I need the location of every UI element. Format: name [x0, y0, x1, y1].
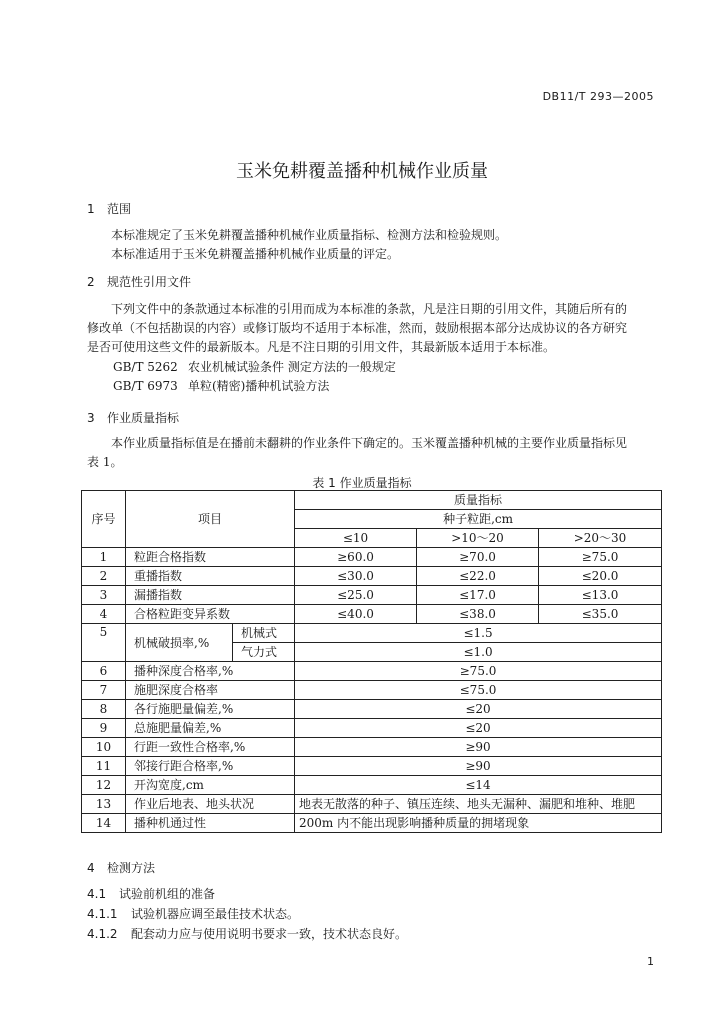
text-line: 本标准适用于玉米免耕覆盖播种机械作业质量的评定。 — [111, 247, 400, 261]
section-2-body — [87, 300, 659, 357]
header-spacing: 种子粒距,cm — [295, 510, 662, 529]
row-no: 1 — [82, 548, 126, 567]
row-item: 播种深度合格率,% — [126, 662, 295, 681]
table-row — [82, 681, 662, 700]
quality-table — [81, 490, 662, 833]
reference-title: 农业机械试验条件 测定方法的一般规定 — [188, 360, 396, 374]
subsection-item — [87, 925, 407, 942]
subsection-item — [87, 905, 299, 922]
row-value: ≤25.0 — [295, 586, 417, 605]
row-item: 施肥深度合格率 — [126, 681, 295, 700]
header-range: ≤10 — [295, 529, 417, 548]
row-item: 合格粒距变异系数 — [126, 605, 295, 624]
row-item: 开沟宽度,cm — [126, 776, 295, 795]
row-item: 邻接行距合格率,% — [126, 757, 295, 776]
section-title: 范围 — [107, 202, 132, 216]
row-value: ≥75.0 — [539, 548, 662, 567]
row-no: 13 — [82, 795, 126, 814]
table-row — [82, 795, 662, 814]
row-value: ≥75.0 — [295, 662, 662, 681]
section-number: 1 — [87, 202, 95, 216]
header-item: 项目 — [126, 491, 295, 548]
section-3-body — [87, 434, 659, 472]
row-no: 6 — [82, 662, 126, 681]
subsection-text: 试验前机组的准备 — [119, 887, 216, 901]
row-no: 8 — [82, 700, 126, 719]
section-4-heading — [87, 859, 155, 876]
reference-item — [113, 358, 396, 375]
subsection-heading — [87, 885, 215, 902]
row-value: ≤1.5 — [295, 624, 662, 643]
text-line: 是否可使用这些文件的最新版本。凡是不注日期的引用文件，其最新版本适用于本标准。 — [87, 340, 556, 354]
section-number: 4 — [87, 861, 95, 875]
section-number: 3 — [87, 411, 95, 425]
row-value: ≤40.0 — [295, 605, 417, 624]
row-item: 漏播指数 — [126, 586, 295, 605]
row-value: ≤13.0 — [539, 586, 662, 605]
table-row — [82, 814, 662, 833]
row-value: ≤75.0 — [295, 681, 662, 700]
row-value: ≤20 — [295, 719, 662, 738]
header-seq: 序号 — [82, 491, 126, 548]
row-item: 粒距合格指数 — [126, 548, 295, 567]
table-row — [82, 700, 662, 719]
reference-code: GB/T 6973 — [113, 379, 178, 393]
text-line: 下列文件中的条款通过本标准的引用而成为本标准的条款，凡是注日期的引用文件，其随后所有的 — [111, 302, 628, 316]
document-title: 玉米免耕覆盖播种机械作业质量 — [236, 161, 488, 182]
row-value: ≤20 — [295, 700, 662, 719]
row-no: 7 — [82, 681, 126, 700]
subsection-number: 4.1.1 — [87, 907, 118, 921]
table-row — [82, 624, 662, 643]
row-value: ≤17.0 — [417, 586, 539, 605]
row-no: 9 — [82, 719, 126, 738]
row-value: ≥60.0 — [295, 548, 417, 567]
row-no: 4 — [82, 605, 126, 624]
text-line: 表 1。 — [87, 455, 123, 469]
subsection-number: 4.1 — [87, 887, 107, 901]
row-item: 播种机通过性 — [126, 814, 295, 833]
reference-title: 单粒(精密)播种机试验方法 — [188, 379, 330, 393]
row-value: ≥90 — [295, 738, 662, 757]
row-value: ≤30.0 — [295, 567, 417, 586]
row-value: ≤35.0 — [539, 605, 662, 624]
section-number: 2 — [87, 275, 95, 289]
subsection-text: 试验机器应调至最佳技术状态。 — [131, 907, 300, 921]
row-subitem: 机械式 — [233, 624, 295, 643]
subsection-number: 4.1.2 — [87, 927, 118, 941]
row-value: ≤14 — [295, 776, 662, 795]
text-line: 本标准规定了玉米免耕覆盖播种机械作业质量指标、检测方法和检验规则。 — [111, 228, 508, 242]
table-row — [82, 548, 662, 567]
table-caption: 表 1 作业质量指标 — [312, 476, 412, 490]
table-row — [82, 586, 662, 605]
row-item: 重播指数 — [126, 567, 295, 586]
table-row — [82, 567, 662, 586]
text-line: 修改单（不包括勘误的内容）或修订版均不适用于本标准，然而，鼓励根据本部分达成协议的各方研究 — [87, 321, 628, 335]
row-value: ≤20.0 — [539, 567, 662, 586]
section-1-body — [87, 226, 659, 264]
reference-item — [113, 377, 329, 394]
section-1-heading — [87, 200, 131, 217]
document-code: DB11/T 293—2005 — [542, 90, 654, 103]
row-value: ≥70.0 — [417, 548, 539, 567]
table-row — [82, 605, 662, 624]
row-subitem: 气力式 — [233, 643, 295, 662]
row-no: 2 — [82, 567, 126, 586]
row-no: 5 — [82, 624, 126, 662]
section-3-heading — [87, 409, 179, 426]
header-range: >20～30 — [539, 529, 662, 548]
table-row — [82, 719, 662, 738]
section-title: 作业质量指标 — [107, 411, 180, 425]
row-item: 机械破损率,% — [126, 624, 233, 662]
header-range: >10～20 — [417, 529, 539, 548]
header-quality: 质量指标 — [295, 491, 662, 510]
section-title: 检测方法 — [107, 861, 156, 875]
row-item: 作业后地表、地头状况 — [126, 795, 295, 814]
table-row — [82, 776, 662, 795]
row-no: 3 — [82, 586, 126, 605]
row-value: ≤1.0 — [295, 643, 662, 662]
row-value: 地表无散落的种子、镇压连续、地头无漏种、漏肥和堆种、堆肥 — [295, 795, 662, 814]
row-no: 10 — [82, 738, 126, 757]
row-item: 总施肥量偏差,% — [126, 719, 295, 738]
table-row — [82, 757, 662, 776]
reference-code: GB/T 5262 — [113, 360, 178, 374]
table-row — [82, 738, 662, 757]
row-item: 行距一致性合格率,% — [126, 738, 295, 757]
row-no: 11 — [82, 757, 126, 776]
row-no: 14 — [82, 814, 126, 833]
row-item: 各行施肥量偏差,% — [126, 700, 295, 719]
row-value: ≤22.0 — [417, 567, 539, 586]
section-title: 规范性引用文件 — [107, 275, 192, 289]
page-number: 1 — [647, 955, 654, 968]
text-line: 本作业质量指标值是在播前未翻耕的作业条件下确定的。玉米覆盖播种机械的主要作业质量指标见 — [111, 436, 628, 450]
row-value: ≤38.0 — [417, 605, 539, 624]
table-row — [82, 662, 662, 681]
section-2-heading — [87, 273, 191, 290]
table-header-row — [82, 491, 662, 510]
row-no: 12 — [82, 776, 126, 795]
row-value: 200m 内不能出现影响播种质量的拥堵现象 — [295, 814, 662, 833]
row-value: ≥90 — [295, 757, 662, 776]
subsection-text: 配套动力应与使用说明书要求一致，技术状态良好。 — [131, 927, 408, 941]
